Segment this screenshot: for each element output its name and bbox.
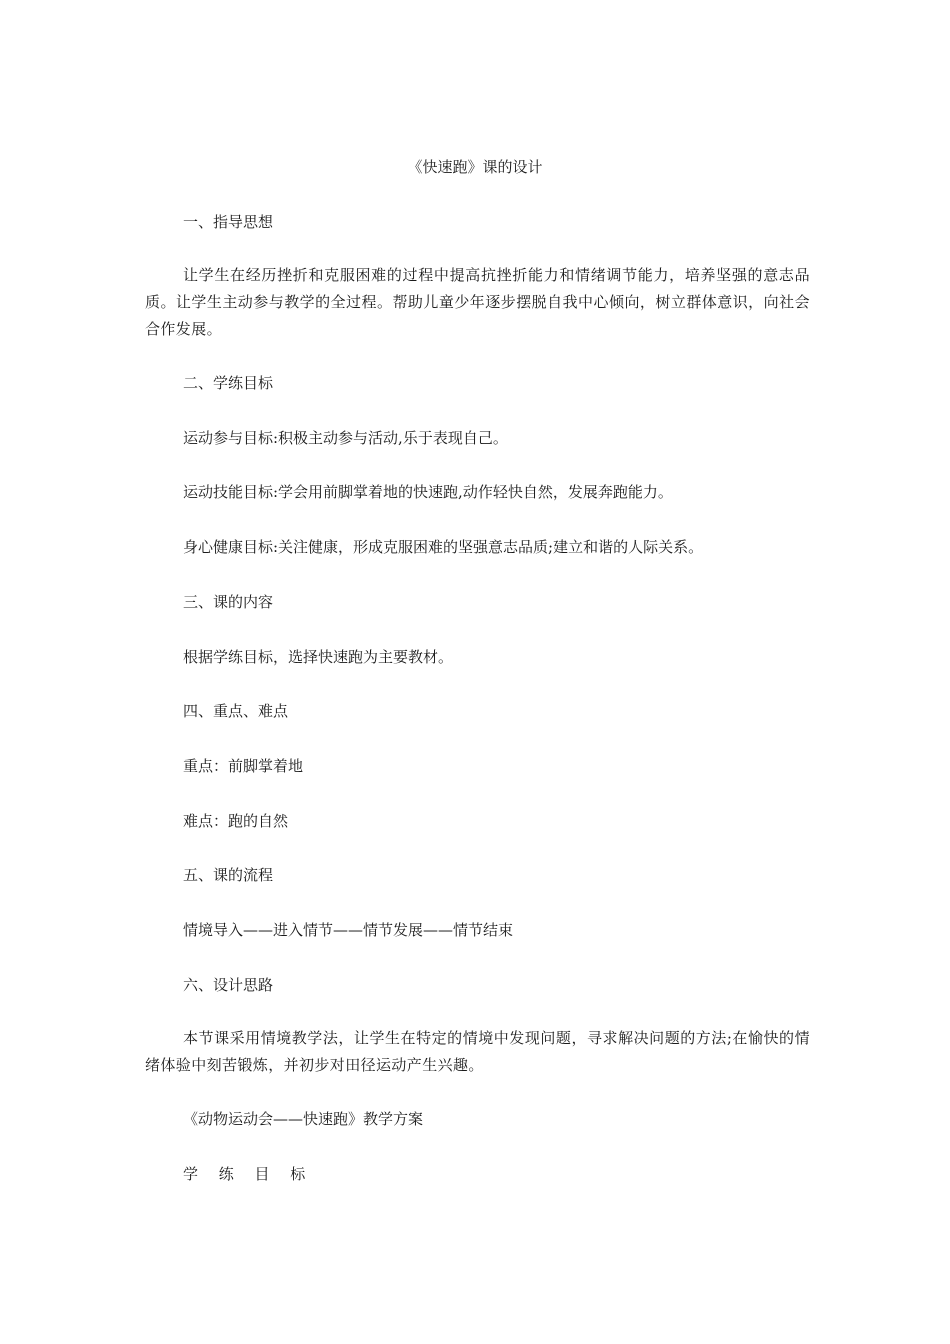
- section-heading-flow: 五、课的流程: [183, 866, 274, 884]
- document-title: 《快速跑》课的设计: [407, 158, 543, 176]
- flow-text: 情境导入——进入情节——情节发展——情节结束: [183, 921, 514, 939]
- section-heading-key-points: 四、重点、难点: [183, 702, 289, 720]
- section-heading-design-idea: 六、设计思路: [183, 976, 274, 994]
- plan-title: 《动物运动会——快速跑》教学方案: [183, 1110, 424, 1128]
- section-heading-content: 三、课的内容: [183, 593, 274, 611]
- difficulty-text: 难点：跑的自然: [183, 812, 289, 830]
- goal-skill: 运动技能目标:学会用前脚掌着地的快速跑,动作轻快自然，发展奔跑能力。: [183, 483, 673, 501]
- key-point-text: 重点：前脚掌着地: [183, 757, 304, 775]
- paragraph-guiding-thought: 让学生在经历挫折和克服困难的过程中提高抗挫折能力和情绪调节能力，培养坚强的意志品质。让学生主动参与教学的全过程。帮助儿童少年逐步摆脱自我中心倾向，树立群体意识，向社会合作发展。: [145, 266, 810, 338]
- section-heading-guiding-thought: 一、指导思想: [183, 213, 274, 231]
- plan-goals-heading: 学 练 目 标: [183, 1165, 314, 1183]
- goal-participation: 运动参与目标:积极主动参与活动,乐于表现自己。: [183, 429, 508, 447]
- section-heading-learning-goals: 二、学练目标: [183, 374, 274, 392]
- goal-health: 身心健康目标:关注健康，形成克服困难的坚强意志品质;建立和谐的人际关系。: [183, 538, 704, 556]
- paragraph-design-idea: 本节课采用情境教学法，让学生在特定的情境中发现问题，寻求解决问题的方法;在愉快的情绪体验中刻苦锻炼，并初步对田径运动产生兴趣。: [145, 1029, 810, 1074]
- content-text: 根据学练目标，选择快速跑为主要教材。: [183, 648, 454, 666]
